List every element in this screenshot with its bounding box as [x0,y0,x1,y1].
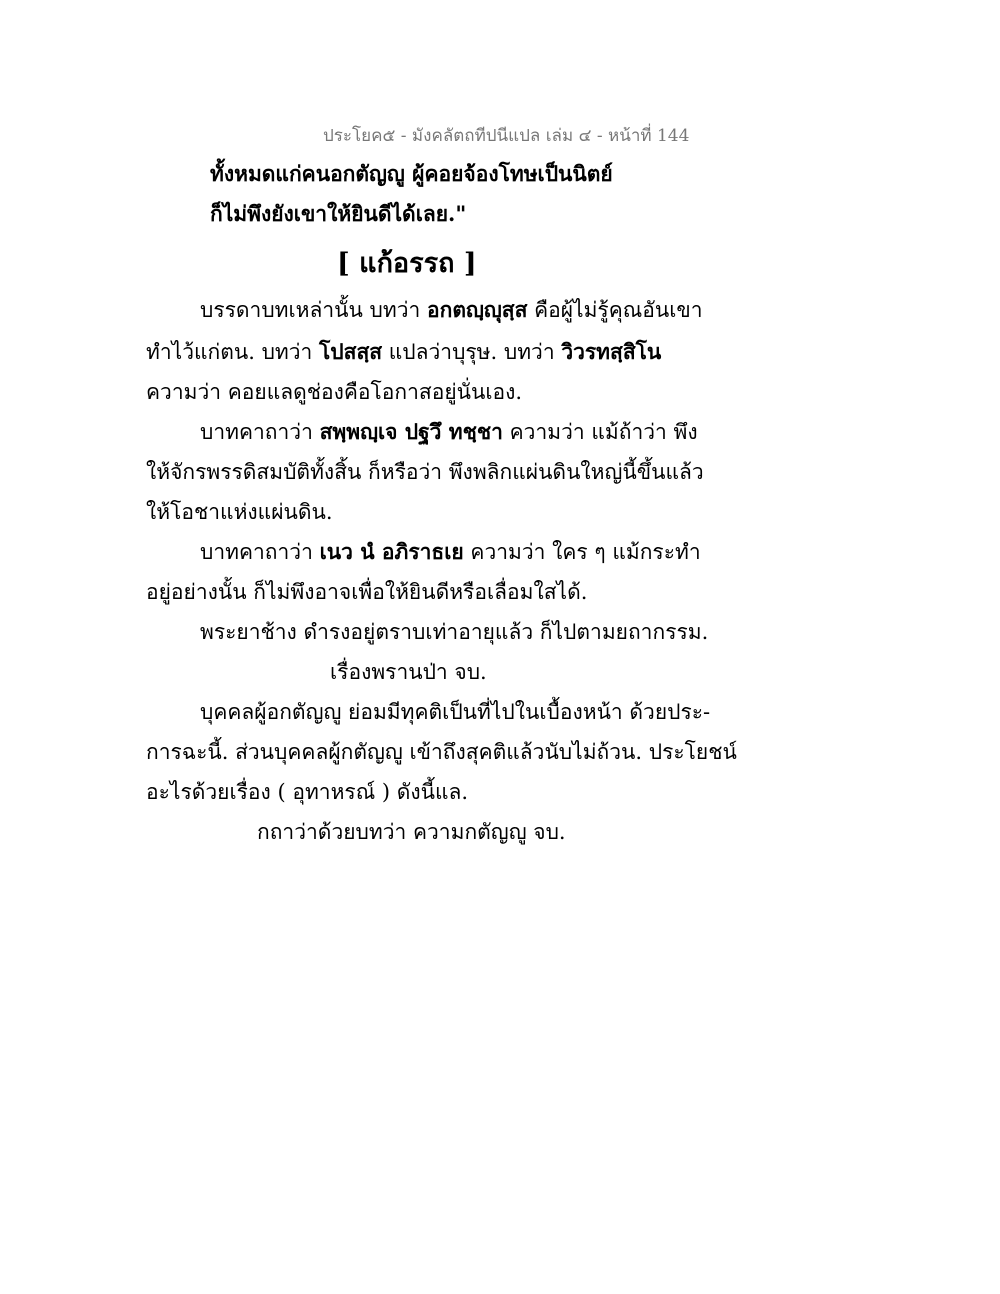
para1-text: ทำไว้แก่ตน. บทว่า [146,340,320,364]
verse-line-1: ทั้งหมดแก่คนอกตัญญู ผู้คอยจ้องโทษเป็นนิตย์ [210,161,613,186]
pali-term: วิวรทสฺสิโน [561,339,662,364]
para3-line-2: อยู่อย่างนั้น ก็ไม่พึงอาจเพื่อให้ยินดีหรือเลื่อมใสได้. [146,580,588,604]
pali-term: สพฺพญฺเจ ปฐวึ ทชฺชา [319,419,503,444]
para5-line-3: อะไรด้วยเรื่อง ( อุทาหรณ์ ) ดังนี้แล. [146,780,469,804]
para3-text: บาทคาถาว่า [200,540,320,564]
para5-line-1: บุคคลผู้อกตัญญู ย่อมมีทุคติเป็นที่ไปในเบื้องหน้า ด้วยประ- [200,700,711,724]
pali-term: อกตญฺญุสฺส [427,297,528,322]
pali-term: โปสสฺส [319,339,383,364]
pali-term: เนว นํ อภิราธเย [319,539,464,564]
para2-line-2: ให้จักรพรรดิสมบัติทั้งสิ้น ก็หรือว่า พึงพลิกแผ่นดินใหญ่นี้ขึ้นแล้ว [146,460,704,484]
para1-text: บรรดาบทเหล่านั้น บทว่า [200,298,427,322]
section-heading: [ แก้อรรถ ] [337,248,477,279]
para3-line-1 [200,538,701,566]
closing-line: กถาว่าด้วยบทว่า ความกตัญญู จบ. [257,820,566,844]
para2-line-1 [200,418,698,446]
para5-line-2: การฉะนี้. ส่วนบุคคลผู้กตัญญู เข้าถึงสุคติแล้วนับไม่ถ้วน. ประโยชน์ [146,740,737,764]
para1-text: คือผู้ไม่รู้คุณอันเขา [527,298,703,322]
para3-text: ความว่า ใคร ๆ แม้กระทำ [463,540,701,564]
para4-line: พระยาช้าง ดำรงอยู่ตราบเท่าอายุแล้ว ก็ไปตามยถากรรม. [200,620,709,644]
para1-text: แปลว่าบุรุษ. บทว่า [382,340,562,364]
story-end: เรื่องพรานป่า จบ. [330,660,487,684]
para2-text: บาทคาถาว่า [200,420,320,444]
running-header: ประโยค๕ - มังคลัตถทีปนีแปล เล่ม ๔ - หน้าที่ 144 [323,126,690,146]
para2-text: ความว่า แม้ถ้าว่า พึง [502,420,698,444]
para1-line-1 [200,296,703,324]
para2-line-3: ให้โอชาแห่งแผ่นดิน. [146,500,333,524]
para1-line-3: ความว่า คอยแลดูช่องคือโอกาสอยู่นั่นเอง. [146,380,523,404]
para1-line-2 [146,338,661,366]
verse-line-2: ก็ไม่พึงยังเขาให้ยินดีได้เลย." [210,201,467,226]
